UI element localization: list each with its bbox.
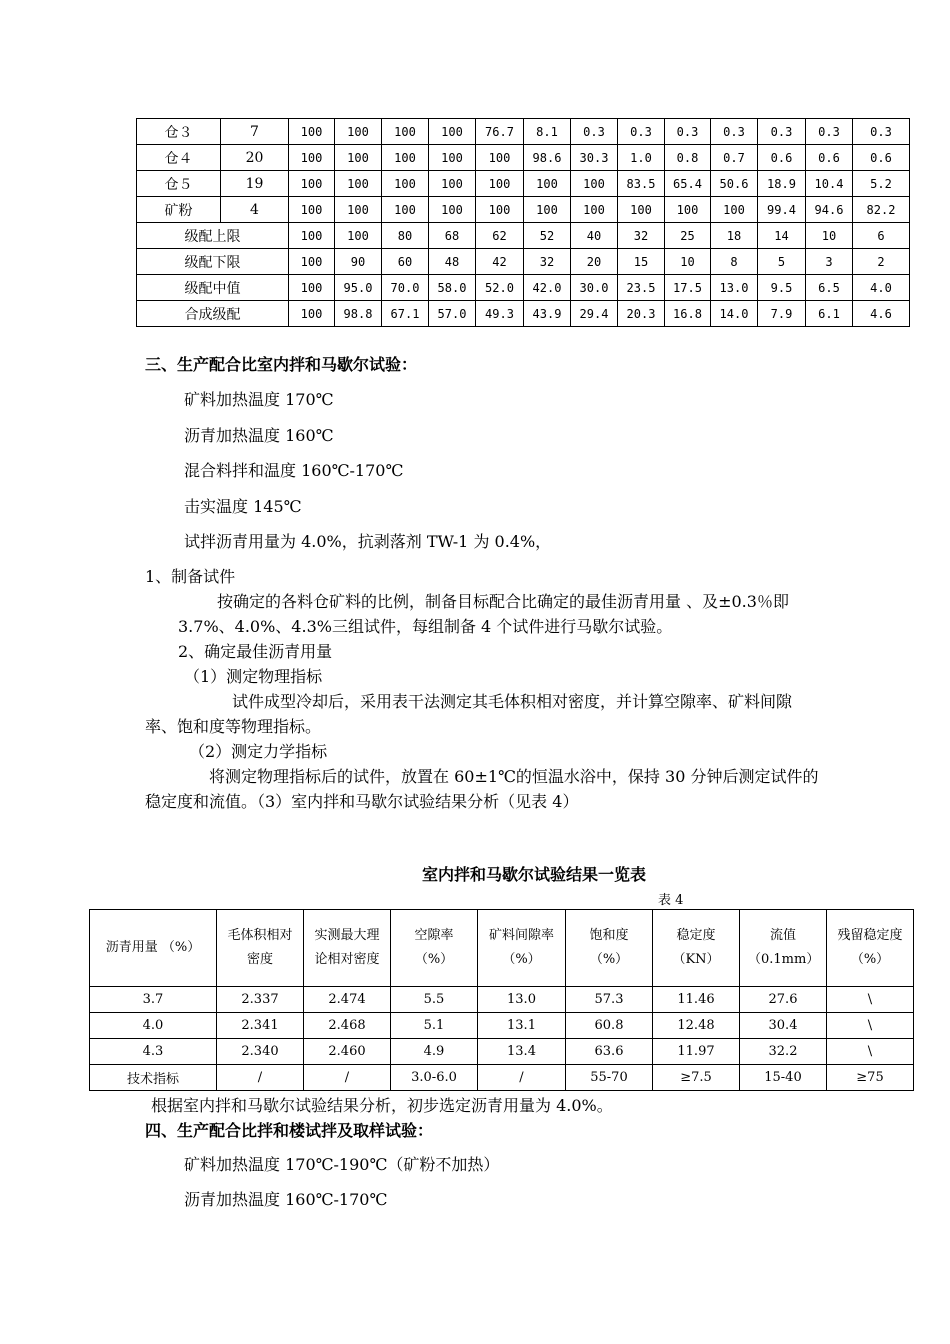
marshall-row: [90, 1039, 914, 1065]
passing-value: 94.6: [806, 197, 853, 223]
section3-line: 试拌沥青用量为 4.0%，抗剥落剂 TW-1 为 0.4%，: [184, 532, 552, 551]
gradation-summary-row: [137, 223, 910, 249]
gradation-row: [137, 197, 910, 223]
passing-value: 65.4: [665, 171, 711, 197]
passing-value: 42: [476, 249, 524, 275]
passing-value: 0.6: [853, 145, 910, 171]
marshall-cell: 11.97: [653, 1039, 740, 1065]
marshall-cell: 2.337: [217, 987, 304, 1013]
passing-value: 25: [665, 223, 711, 249]
marshall-cell: 55-70: [566, 1065, 653, 1091]
gradation-summary-row: [137, 301, 910, 327]
passing-value: 100: [289, 145, 335, 171]
passing-value: 18: [711, 223, 758, 249]
passing-value: 100: [335, 119, 382, 145]
header-vfa: 饱和度（%）: [566, 910, 653, 987]
passing-value: 3: [806, 249, 853, 275]
passing-value: 42.0: [524, 275, 571, 301]
row-label: 仓５: [137, 171, 221, 197]
passing-value: 57.0: [429, 301, 476, 327]
subheading-2: 2、确定最佳沥青用量: [178, 642, 333, 661]
passing-value: 100: [429, 119, 476, 145]
marshall-cell: 13.1: [478, 1013, 566, 1039]
conclusion: 根据室内拌和马歇尔试验结果分析，初步选定沥青用量为 4.0%。: [151, 1096, 613, 1115]
passing-value: 0.7: [711, 145, 758, 171]
marshall-cell: /: [304, 1065, 391, 1091]
passing-value: 48: [429, 249, 476, 275]
passing-value: 15: [618, 249, 665, 275]
passing-value: 100: [382, 197, 429, 223]
passing-value: 100: [335, 171, 382, 197]
passing-value: 100: [289, 171, 335, 197]
passing-value: 100: [289, 223, 335, 249]
paragraph-2b: 率、饱和度等物理指标。: [145, 717, 322, 736]
passing-value: 70.0: [382, 275, 429, 301]
gradation-summary-row: [137, 249, 910, 275]
passing-value: 100: [382, 119, 429, 145]
subheading-2-2: （2）测定力学指标: [189, 742, 328, 761]
passing-value: 49.3: [476, 301, 524, 327]
marshall-cell: 13.4: [478, 1039, 566, 1065]
passing-value: 60: [382, 249, 429, 275]
marshall-cell: 15-40: [740, 1065, 827, 1091]
row-percentage: 4: [221, 197, 289, 223]
row-percentage: 19: [221, 171, 289, 197]
summary-label: 级配上限: [137, 223, 289, 249]
row-percentage: 7: [221, 119, 289, 145]
passing-value: 100: [571, 197, 618, 223]
gradation-row: [137, 119, 910, 145]
passing-value: 4.6: [853, 301, 910, 327]
passing-value: 14: [758, 223, 806, 249]
section3-line: 混合料拌和温度 160℃-170℃: [184, 461, 404, 480]
marshall-cell: 63.6: [566, 1039, 653, 1065]
passing-value: 6: [853, 223, 910, 249]
passing-value: 30.0: [571, 275, 618, 301]
header-max-density: 实测最大理论相对密度: [304, 910, 391, 987]
paragraph-3b: 稳定度和流值。（3）室内拌和马歇尔试验结果分析（见表 4）: [145, 792, 579, 811]
header-air-voids: 空隙率（%）: [391, 910, 478, 987]
marshall-cell: 4.0: [90, 1013, 217, 1039]
passing-value: 99.4: [758, 197, 806, 223]
marshall-cell: 27.6: [740, 987, 827, 1013]
marshall-cell: 2.340: [217, 1039, 304, 1065]
passing-value: 30.3: [571, 145, 618, 171]
marshall-cell: \: [827, 987, 914, 1013]
passing-value: 0.3: [806, 119, 853, 145]
passing-value: 0.3: [665, 119, 711, 145]
marshall-cell: 5.1: [391, 1013, 478, 1039]
passing-value: 14.0: [711, 301, 758, 327]
subheading-1: 1、制备试件: [145, 567, 236, 586]
paragraph-2a: 试件成型冷却后，采用表干法测定其毛体积相对密度，并计算空隙率、矿料间隙: [232, 692, 793, 711]
passing-value: 18.9: [758, 171, 806, 197]
passing-value: 100: [618, 197, 665, 223]
section3-line: 沥青加热温度 160℃: [184, 426, 334, 445]
passing-value: 20: [571, 249, 618, 275]
gradation-summary-row: [137, 275, 910, 301]
passing-value: 76.7: [476, 119, 524, 145]
passing-value: 52: [524, 223, 571, 249]
marshall-results-table: [89, 909, 914, 1091]
passing-value: 98.6: [524, 145, 571, 171]
passing-value: 8: [711, 249, 758, 275]
summary-label: 级配下限: [137, 249, 289, 275]
marshall-cell: ≥75: [827, 1065, 914, 1091]
marshall-cell: 12.48: [653, 1013, 740, 1039]
row-percentage: 20: [221, 145, 289, 171]
marshall-cell: 4.3: [90, 1039, 217, 1065]
marshall-cell: 2.474: [304, 987, 391, 1013]
passing-value: 100: [289, 301, 335, 327]
marshall-row: [90, 987, 914, 1013]
gradation-table: [136, 118, 910, 327]
marshall-cell: 13.0: [478, 987, 566, 1013]
passing-value: 82.2: [853, 197, 910, 223]
passing-value: 43.9: [524, 301, 571, 327]
marshall-cell: 2.468: [304, 1013, 391, 1039]
marshall-cell: 3.7: [90, 987, 217, 1013]
passing-value: 0.3: [758, 119, 806, 145]
passing-value: 52.0: [476, 275, 524, 301]
header-retained-stability: 残留稳定度（%）: [827, 910, 914, 987]
passing-value: 100: [289, 249, 335, 275]
passing-value: 9.5: [758, 275, 806, 301]
passing-value: 40: [571, 223, 618, 249]
passing-value: 5: [758, 249, 806, 275]
passing-value: 17.5: [665, 275, 711, 301]
header-flow: 流值（0.1mm）: [740, 910, 827, 987]
marshall-cell: 5.5: [391, 987, 478, 1013]
passing-value: 4.0: [853, 275, 910, 301]
passing-value: 100: [476, 145, 524, 171]
passing-value: 8.1: [524, 119, 571, 145]
summary-label: 级配中值: [137, 275, 289, 301]
passing-value: 100: [335, 145, 382, 171]
passing-value: 0.3: [711, 119, 758, 145]
passing-value: 100: [382, 145, 429, 171]
passing-value: 67.1: [382, 301, 429, 327]
passing-value: 100: [289, 119, 335, 145]
passing-value: 100: [429, 197, 476, 223]
passing-value: 7.9: [758, 301, 806, 327]
marshall-cell: 57.3: [566, 987, 653, 1013]
paragraph-3a: 将测定物理指标后的试件，放置在 60±1℃的恒温水浴中，保持 30 分钟后测定试件的: [209, 767, 819, 786]
paragraph-1a: 按确定的各料仓矿料的比例，制备目标配合比确定的最佳沥青用量 、及±0.3％即: [217, 592, 789, 611]
marshall-row: [90, 1013, 914, 1039]
row-label: 仓４: [137, 145, 221, 171]
passing-value: 80: [382, 223, 429, 249]
passing-value: 0.6: [758, 145, 806, 171]
marshall-cell: 2.460: [304, 1039, 391, 1065]
passing-value: 32: [618, 223, 665, 249]
passing-value: 100: [571, 171, 618, 197]
marshall-cell: 30.4: [740, 1013, 827, 1039]
passing-value: 100: [476, 171, 524, 197]
passing-value: 100: [429, 145, 476, 171]
marshall-cell: 2.341: [217, 1013, 304, 1039]
section4-line: 沥青加热温度 160℃-170℃: [184, 1190, 388, 1209]
passing-value: 1.0: [618, 145, 665, 171]
passing-value: 100: [476, 197, 524, 223]
passing-value: 13.0: [711, 275, 758, 301]
section3-heading: 三、生产配合比室内拌和马歇尔试验：: [145, 355, 418, 374]
passing-value: 100: [382, 171, 429, 197]
gradation-row: [137, 145, 910, 171]
passing-value: 32: [524, 249, 571, 275]
marshall-cell: /: [217, 1065, 304, 1091]
summary-label: 合成级配: [137, 301, 289, 327]
marshall-cell: \: [827, 1013, 914, 1039]
row-label: 矿粉: [137, 197, 221, 223]
passing-value: 16.8: [665, 301, 711, 327]
passing-value: 50.6: [711, 171, 758, 197]
passing-value: 100: [289, 275, 335, 301]
passing-value: 0.3: [618, 119, 665, 145]
marshall-cell: 11.46: [653, 987, 740, 1013]
marshall-cell: 32.2: [740, 1039, 827, 1065]
section3-line: 击实温度 145℃: [184, 497, 302, 516]
passing-value: 100: [335, 197, 382, 223]
marshall-cell: 4.9: [391, 1039, 478, 1065]
marshall-cell: 技术指标: [90, 1065, 217, 1091]
row-label: 仓３: [137, 119, 221, 145]
marshall-cell: /: [478, 1065, 566, 1091]
header-stability: 稳定度（KN）: [653, 910, 740, 987]
header-asphalt-content: 沥青用量 （%）: [90, 910, 217, 987]
passing-value: 100: [289, 197, 335, 223]
passing-value: 100: [524, 197, 571, 223]
passing-value: 10.4: [806, 171, 853, 197]
passing-value: 83.5: [618, 171, 665, 197]
section3-line: 矿料加热温度 170℃: [184, 390, 334, 409]
passing-value: 6.1: [806, 301, 853, 327]
header-bulk-density: 毛体积相对密度: [217, 910, 304, 987]
passing-value: 100: [665, 197, 711, 223]
passing-value: 20.3: [618, 301, 665, 327]
passing-value: 100: [335, 223, 382, 249]
gradation-row: [137, 171, 910, 197]
header-vma: 矿料间隙率（%）: [478, 910, 566, 987]
paragraph-1b: 3.7%、4.0%、4.3%三组试件，每组制备 4 个试件进行马歇尔试验。: [178, 617, 673, 636]
passing-value: 100: [524, 171, 571, 197]
passing-value: 0.3: [571, 119, 618, 145]
passing-value: 5.2: [853, 171, 910, 197]
passing-value: 58.0: [429, 275, 476, 301]
table-title: 室内拌和马歇尔试验结果一览表: [422, 865, 647, 884]
passing-value: 95.0: [335, 275, 382, 301]
passing-value: 0.3: [853, 119, 910, 145]
passing-value: 6.5: [806, 275, 853, 301]
marshall-cell: \: [827, 1039, 914, 1065]
passing-value: 100: [711, 197, 758, 223]
marshall-cell: 3.0-6.0: [391, 1065, 478, 1091]
section4-heading: 四、生产配合比拌和楼试拌及取样试验：: [145, 1121, 434, 1140]
passing-value: 2: [853, 249, 910, 275]
table-number: 表 4: [658, 893, 684, 908]
passing-value: 68: [429, 223, 476, 249]
subheading-2-1: （1）测定物理指标: [184, 667, 323, 686]
passing-value: 98.8: [335, 301, 382, 327]
passing-value: 62: [476, 223, 524, 249]
passing-value: 23.5: [618, 275, 665, 301]
table-header-row: [90, 910, 914, 987]
passing-value: 0.6: [806, 145, 853, 171]
passing-value: 100: [429, 171, 476, 197]
passing-value: 29.4: [571, 301, 618, 327]
passing-value: 10: [806, 223, 853, 249]
passing-value: 10: [665, 249, 711, 275]
passing-value: 90: [335, 249, 382, 275]
marshall-cell: ≥7.5: [653, 1065, 740, 1091]
section4-line: 矿料加热温度 170℃-190℃（矿粉不加热）: [184, 1155, 500, 1174]
passing-value: 0.8: [665, 145, 711, 171]
marshall-row: [90, 1065, 914, 1091]
marshall-cell: 60.8: [566, 1013, 653, 1039]
